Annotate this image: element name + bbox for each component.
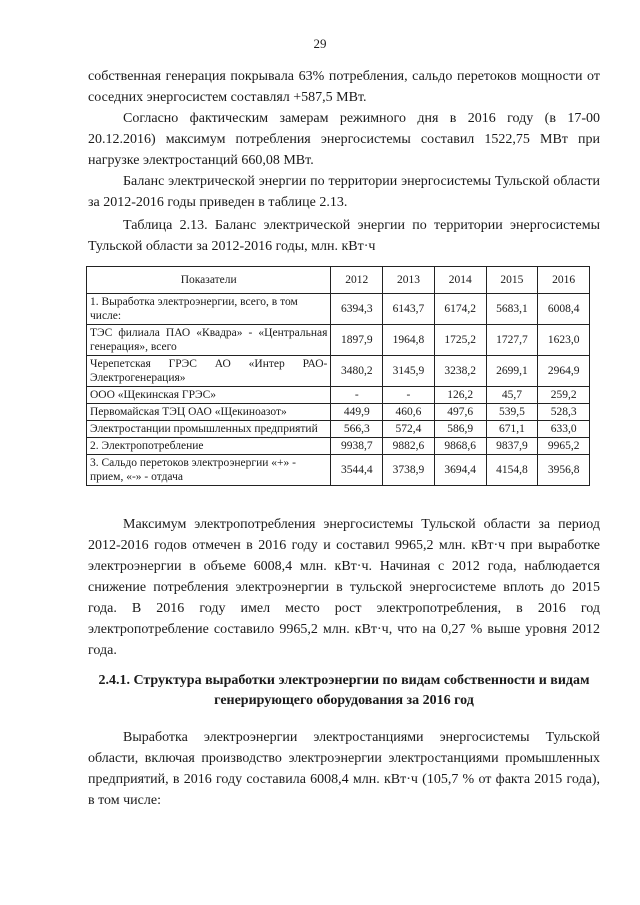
cell-value: 4154,8: [486, 455, 538, 486]
cell-value: -: [383, 387, 435, 404]
table-header-row: [87, 267, 590, 294]
table-row: [87, 387, 590, 404]
cell-value: 259,2: [538, 387, 590, 404]
cell-value: 3694,4: [434, 455, 486, 486]
cell-value: 1964,8: [383, 325, 435, 356]
cell-value: 6008,4: [538, 294, 590, 325]
cell-value: 3145,9: [383, 356, 435, 387]
cell-value: 6394,3: [331, 294, 383, 325]
cell-value: 3738,9: [383, 455, 435, 486]
cell-value: 460,6: [383, 404, 435, 421]
table-row: [87, 325, 590, 356]
paragraph-generation-structure: Выработка электроэнергии электростанциями энергосистемы Тульской области, включая производство электроэнергии электростанциями промышленных предприятий, в 2016 году составила 6008,4 млн. кВт·ч (105,7 % от факта 2015 года), в том числе:: [88, 730, 600, 808]
cell-value: 1725,2: [434, 325, 486, 356]
cell-value: 9837,9: [486, 438, 538, 455]
header-year-2016: 2016: [538, 267, 590, 294]
cell-value: 1727,7: [486, 325, 538, 356]
paragraph-balance-intro: Баланс электрической энергии по территории энергосистемы Тульской области за 2012-2016 годы приведен в таблице 2.13.: [88, 174, 600, 210]
cell-value: 572,4: [383, 421, 435, 438]
cell-value: 5683,1: [486, 294, 538, 325]
cell-value: 9882,6: [383, 438, 435, 455]
cell-value: 497,6: [434, 404, 486, 421]
cell-value: 3956,8: [538, 455, 590, 486]
cell-value: 6174,2: [434, 294, 486, 325]
cell-value: 633,0: [538, 421, 590, 438]
row-label: Первомайская ТЭЦ ОАО «Щекиноазот»: [87, 404, 331, 421]
table-row: [87, 294, 590, 325]
intro-text: [88, 66, 600, 213]
row-label: 3. Сальдо перетоков электроэнергии «+» - прием, «-» - отдача: [87, 455, 331, 486]
cell-value: 2964,9: [538, 356, 590, 387]
cell-value: 1897,9: [331, 325, 383, 356]
header-year-2014: 2014: [434, 267, 486, 294]
cell-value: 6143,7: [383, 294, 435, 325]
cell-value: 539,5: [486, 404, 538, 421]
row-label: 2. Электропотребление: [87, 438, 331, 455]
row-label: ООО «Щекинская ГРЭС»: [87, 387, 331, 404]
table-row: [87, 455, 590, 486]
section-heading: 2.4.1. Структура выработки электроэнергии по видам собственности и видам генерирующего оборудования за 2016 год: [98, 673, 590, 708]
paragraph-generation-share: собственная генерация покрывала 63% потребления, сальдо перетоков мощности от соседних энергосистем составлял +587,5 МВт.: [88, 69, 600, 105]
cell-value: 449,9: [331, 404, 383, 421]
row-label: Черепетская ГРЭС АО «Интер РАО-Электрогенерация»: [87, 356, 331, 387]
cell-value: 3544,4: [331, 455, 383, 486]
cell-value: 566,3: [331, 421, 383, 438]
table-caption: Таблица 2.13. Баланс электрической энергии по территории энергосистемы Тульской области за 2012-2016 годы, млн. кВт·ч: [88, 218, 600, 254]
cell-value: -: [331, 387, 383, 404]
header-year-2012: 2012: [331, 267, 383, 294]
table-row: [87, 356, 590, 387]
cell-value: 126,2: [434, 387, 486, 404]
cell-value: 9965,2: [538, 438, 590, 455]
cell-value: 586,9: [434, 421, 486, 438]
paragraph-consumption-peak: Максимум электропотребления энергосистемы Тульской области за период 2012-2016 годов отмечен в 2016 году и составил 9965,2 млн. кВт·ч при выработке электроэнергии в объеме 6008,4 млн. кВт·ч. Начиная с 2012 года, наблюдается снижение потребления электроэнергии в тульской энергосистеме вплоть до 2015 года. В 2016 году имел место рост электропотребления, в 2016 год электропотребление составило 9965,2 млн. кВт·ч, что на 0,27 % выше уровня 2012 года.: [88, 517, 600, 658]
table-row: [87, 421, 590, 438]
row-label: ТЭС филиала ПАО «Квадра» - «Центральная генерация», всего: [87, 325, 331, 356]
table-row: [87, 438, 590, 455]
energy-balance-table: [86, 266, 590, 486]
cell-value: 9868,6: [434, 438, 486, 455]
header-indicators: Показатели: [87, 267, 331, 294]
cell-value: 671,1: [486, 421, 538, 438]
table-row: [87, 404, 590, 421]
cell-value: 9938,7: [331, 438, 383, 455]
header-year-2015: 2015: [486, 267, 538, 294]
paragraph-peak-load: Согласно фактическим замерам режимного дня в 2016 году (в 17-00 20.12.2016) максимум потребления энергосистемы составил 1522,75 МВт при нагрузке электростанций 660,08 МВт.: [88, 111, 600, 168]
page-number: 29: [313, 36, 327, 51]
cell-value: 528,3: [538, 404, 590, 421]
cell-value: 3238,2: [434, 356, 486, 387]
cell-value: 45,7: [486, 387, 538, 404]
row-label: 1. Выработка электроэнергии, всего, в том числе:: [87, 294, 331, 325]
cell-value: 2699,1: [486, 356, 538, 387]
cell-value: 3480,2: [331, 356, 383, 387]
cell-value: 1623,0: [538, 325, 590, 356]
row-label: Электростанции промышленных предприятий: [87, 421, 331, 438]
header-year-2013: 2013: [383, 267, 435, 294]
